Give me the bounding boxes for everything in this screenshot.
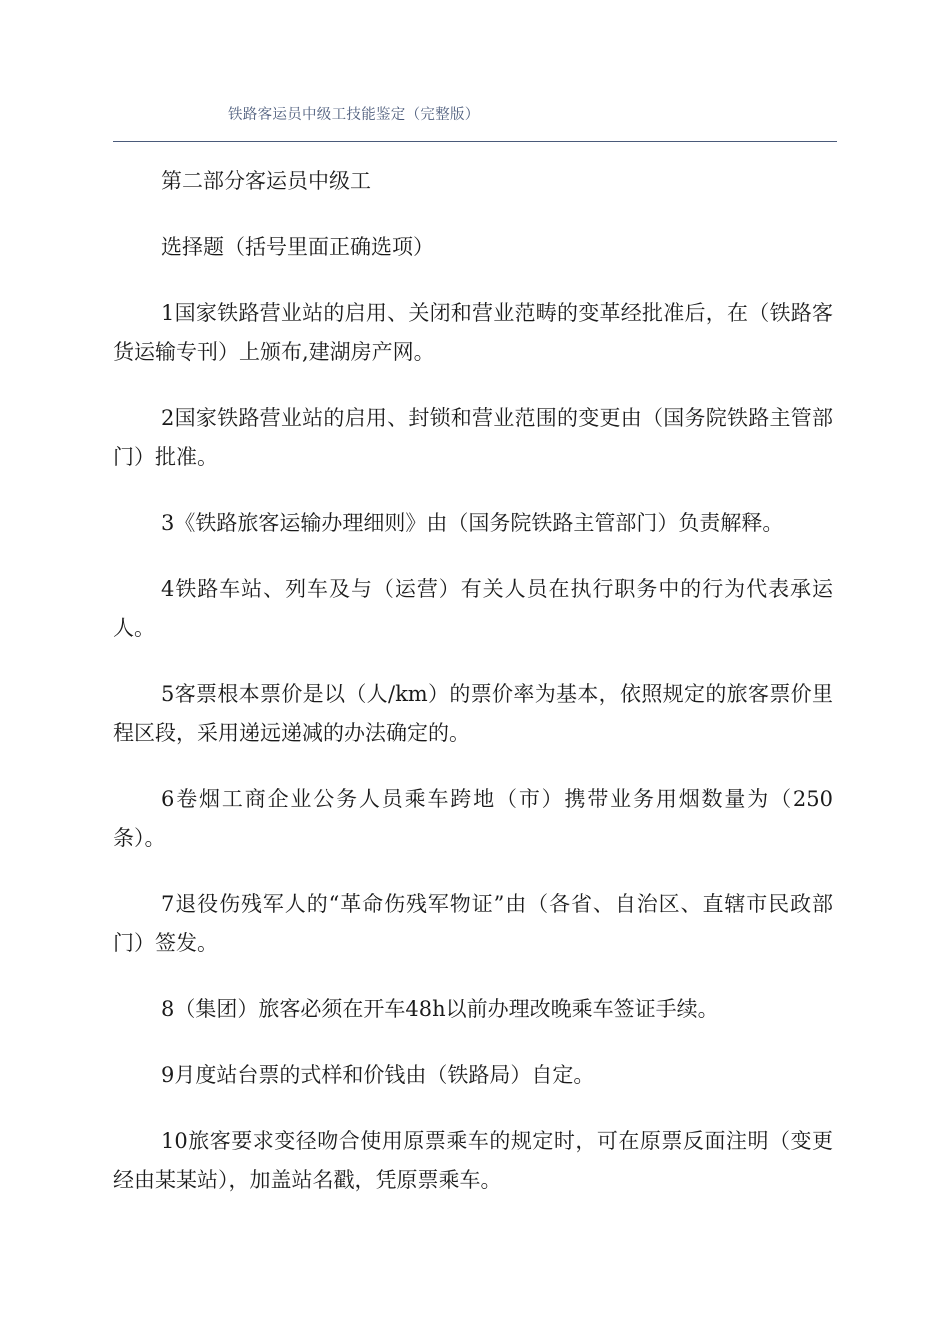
- question-item-3: 3《铁路旅客运输办理细则》由（国务院铁路主管部门）负责解释。: [161, 511, 784, 535]
- question-item-4: 4铁路车站、列车及与（运营）有关人员在执行职务中的行为代表承运人。: [113, 577, 833, 640]
- question-item-6: 6卷烟工商企业公务人员乘车跨地（市）携带业务用烟数量为（250条）。: [113, 787, 833, 850]
- question-item-7: 7退役伤残军人的“革命伤残军物证”由（各省、自治区、直辖市民政部门）签发。: [113, 892, 833, 955]
- subsection-heading: 选择题（括号里面正确选项）: [161, 235, 434, 259]
- document-body: [113, 162, 833, 1227]
- question-item-1: 1国家铁路营业站的启用、关闭和营业范畴的变革经批准后，在（铁路客货运输专刊）上颁布,建湖房产网。: [113, 301, 833, 364]
- question-item-2: 2国家铁路营业站的启用、封锁和营业范围的变更由（国务院铁路主管部门）批准。: [113, 406, 833, 469]
- section-heading: 第二部分客运员中级工: [161, 169, 371, 193]
- question-item-9: 9月度站台票的式样和价钱由（铁路局）自定。: [161, 1063, 595, 1087]
- header-divider: [113, 141, 837, 142]
- question-item-8: 8（集团）旅客必须在开车48h以前办理改晚乘车签证手续。: [161, 997, 719, 1021]
- header-title: 铁路客运员中级工技能鉴定（完整版）: [228, 107, 480, 123]
- question-item-10: 10旅客要求变径吻合使用原票乘车的规定时，可在原票反面注明（变更经由某某站），加盖站名戳，凭原票乘车。: [113, 1129, 833, 1192]
- question-item-5: 5客票根本票价是以（人/km）的票价率为基本，依照规定的旅客票价里程区段，采用递远递减的办法确定的。: [113, 682, 833, 745]
